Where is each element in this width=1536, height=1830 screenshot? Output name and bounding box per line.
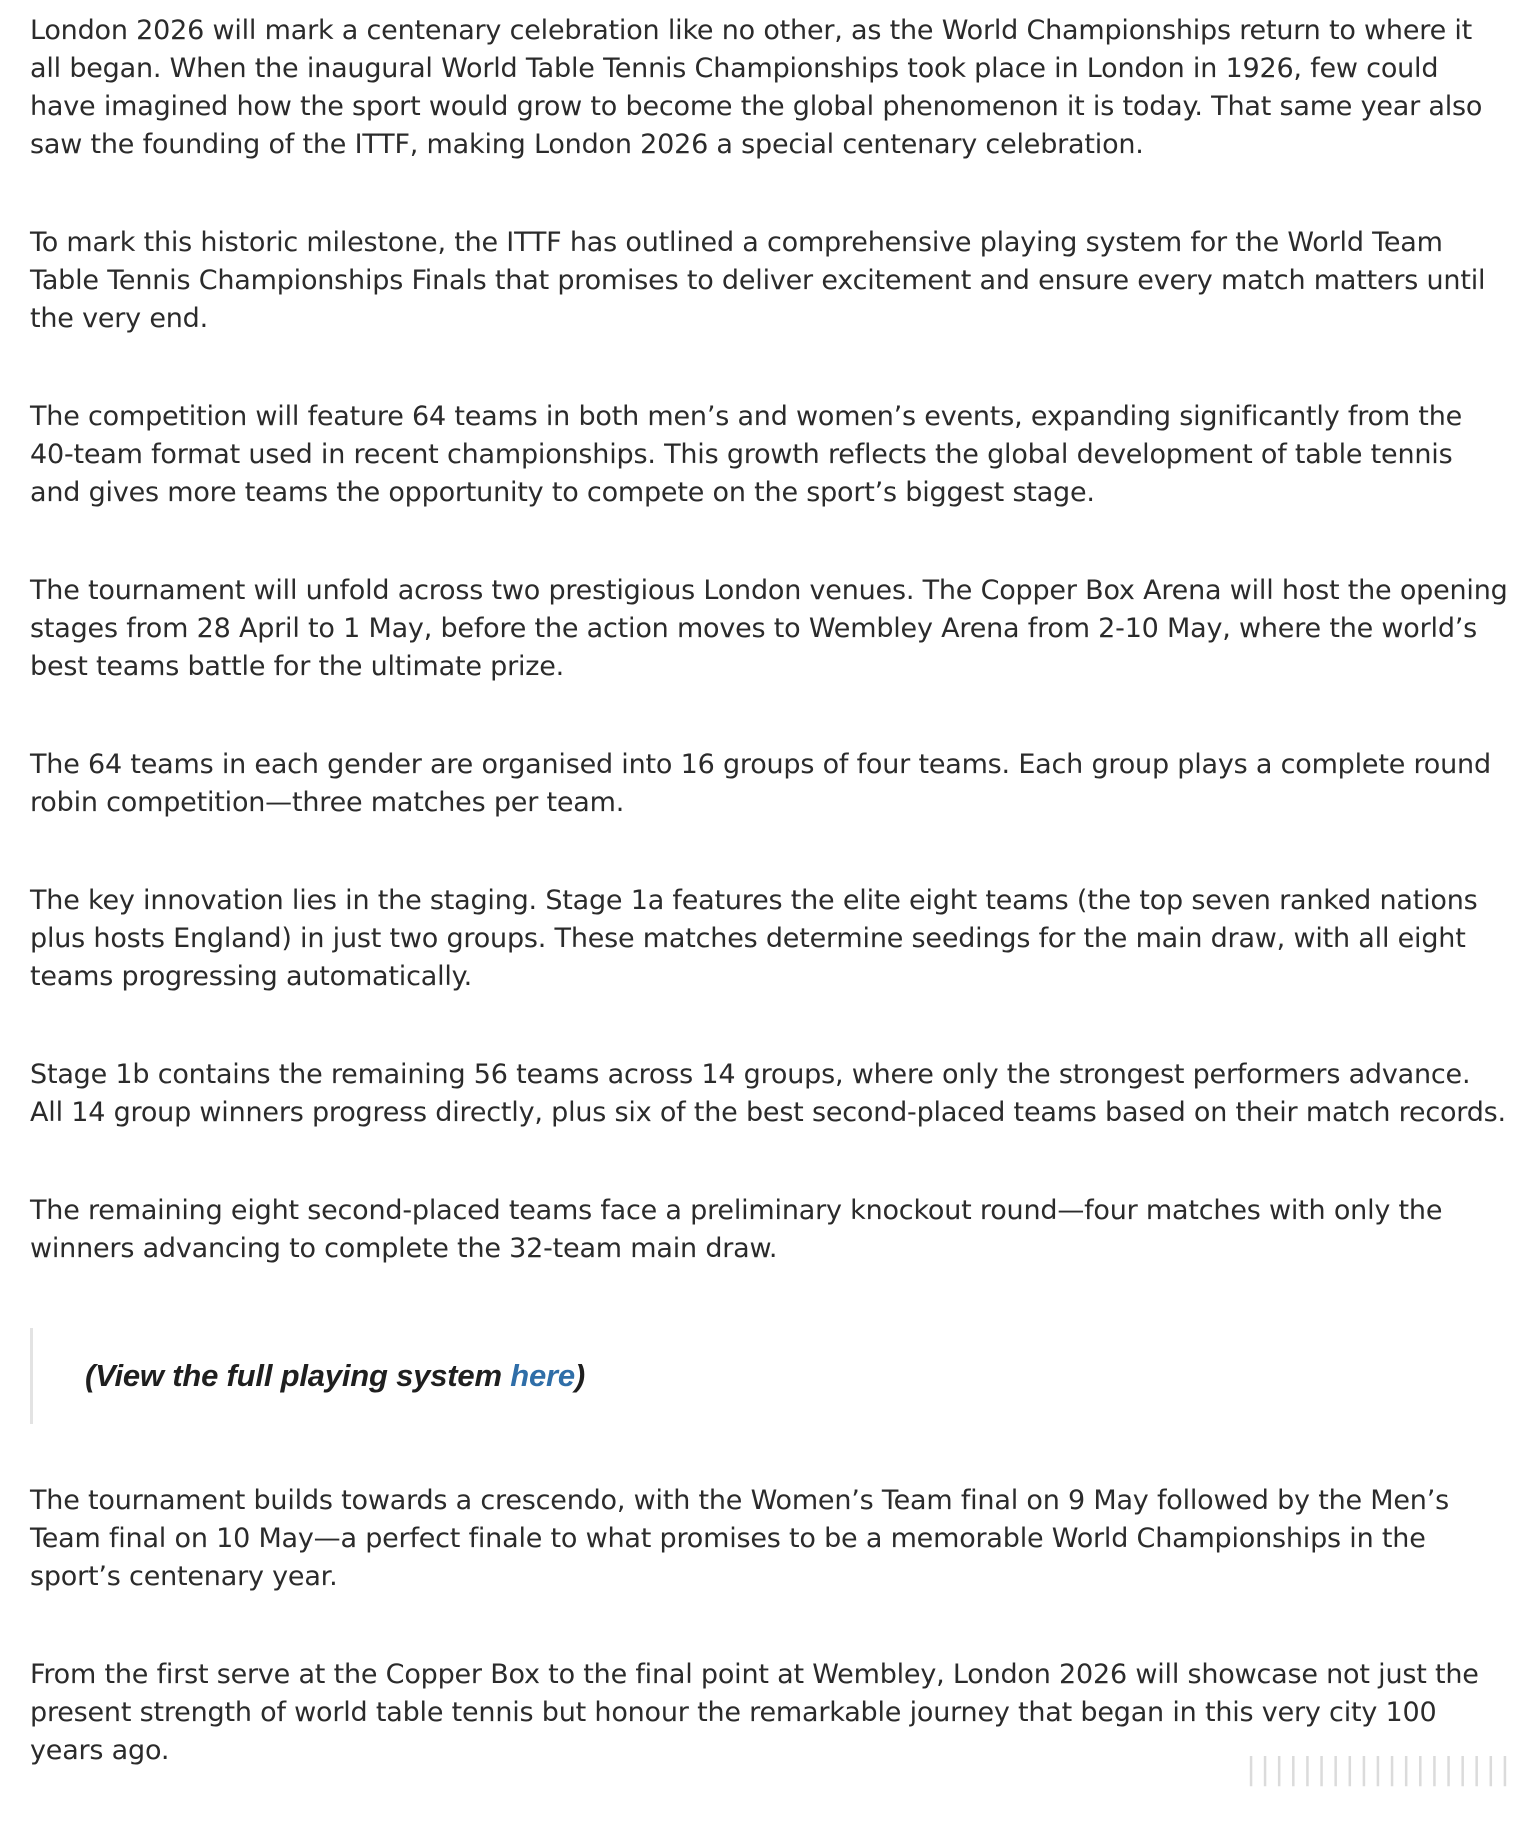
paragraph-venues: The tournament will unfold across two prestigious London venues. The Copper Box Arena will host the opening stages from 28 April to 1 May, before the action moves to Wembley Arena from 2-10 May, where the world’s best teams battle for the ultimate prize. (30, 575, 1508, 682)
watermark-logo: ||||||||||||||||||| (1245, 1752, 1514, 1787)
paragraph-finals: The tournament builds towards a crescendo, with the Women’s Team final on 9 May followed by the Men’s Team final on 10 May—a perfect finale to what promises to be a memorable World Championships in the sport’s centenary year. (30, 1485, 1449, 1592)
paragraph-stage-1a: The key innovation lies in the staging. Stage 1a features the elite eight teams (the top seven ranked nations plus hosts England) in just two groups. These matches determine seedings for the main draw, with all eight teams progressing automatically. (30, 885, 1478, 992)
paragraph-stage-1b: Stage 1b contains the remaining 56 teams across 14 groups, where only the strongest performers advance. All 14 group winners progress directly, plus six of the best second-placed teams based on their match records. (30, 1059, 1506, 1128)
paragraph-milestone: To mark this historic milestone, the ITTF has outlined a comprehensive playing system for the World Team Table Tennis Championships Finals that promises to deliver excitement and ensure every match matters until the very end. (30, 227, 1486, 334)
paragraph-intro: London 2026 will mark a centenary celebration like no other, as the World Championships return to where it all began. When the inaugural World Table Tennis Championships took place in London in 1926, few could have imagined how the sport would grow to become the global phenomenon it is today. That same year also saw the founding of the ITTF, making London 2026 a special centenary celebration. (30, 15, 1483, 160)
paragraph-competition: The competition will feature 64 teams in both men’s and women’s events, expanding significantly from the 40-team format used in recent championships. This growth reflects the global development of table tennis and gives more teams the opportunity to compete on the sport’s biggest stage. (30, 401, 1463, 508)
article-body (30, 0, 1510, 1830)
playing-system-quote (30, 1328, 1510, 1424)
quote-suffix: ) (574, 1358, 586, 1393)
quote-prefix: (View the full playing system (85, 1358, 511, 1393)
playing-system-link[interactable]: here (510, 1358, 575, 1393)
paragraph-knockout: The remaining eight second-placed teams face a preliminary knockout round—four matches with only the winners advancing to complete the 32-team main draw. (30, 1195, 1443, 1264)
paragraph-groups: The 64 teams in each gender are organised into 16 groups of four teams. Each group plays a complete round robin competition—three matches per team. (30, 749, 1491, 818)
paragraph-closing: From the first serve at the Copper Box to the final point at Wembley, London 2026 will showcase not just the present strength of world table tennis but honour the remarkable journey that began in this very city 100 years ago. (30, 1659, 1479, 1766)
